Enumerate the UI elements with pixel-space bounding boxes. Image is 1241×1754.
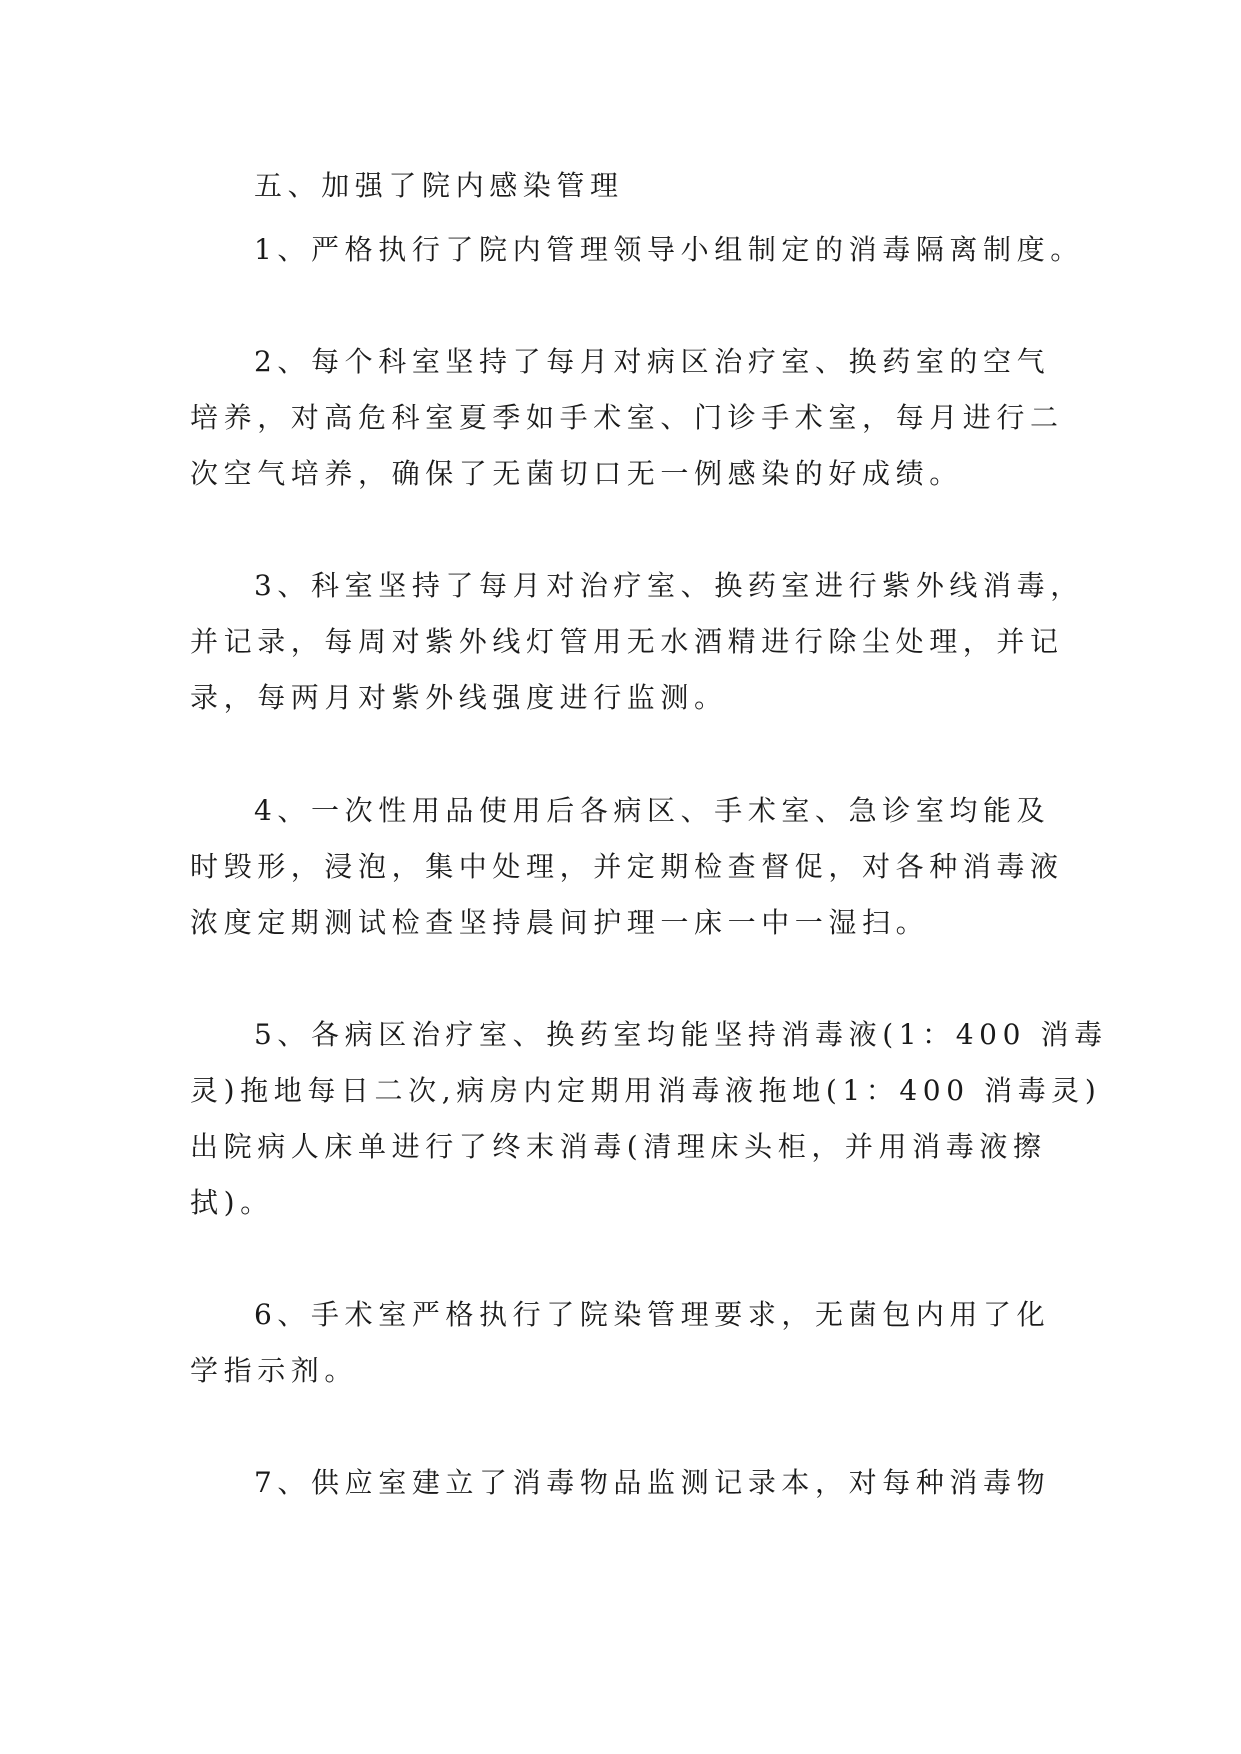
paragraph-2-line-1: 2、每个科室坚持了每月对病区治疗室、换药室的空气 bbox=[254, 345, 1051, 378]
paragraph-3-line-1: 3、科室坚持了每月对治疗室、换药室进行紫外线消毒， bbox=[254, 569, 1084, 602]
paragraph-5-line-1: 5、各病区治疗室、换药室均能坚持消毒液(1：400 消毒 bbox=[254, 1018, 1108, 1051]
paragraph-1-line-1: 1、严格执行了院内管理领导小组制定的消毒隔离制度。 bbox=[254, 233, 1084, 266]
paragraph-4-line-2: 时毁形，浸泡，集中处理，并定期检查督促，对各种消毒液 bbox=[190, 850, 1064, 883]
section-heading: 五、加强了院内感染管理 bbox=[254, 169, 624, 202]
paragraph-5-line-2: 灵)拖地每日二次,病房内定期用消毒液拖地(1：400 消毒灵) bbox=[190, 1074, 1102, 1107]
paragraph-6-line-2: 学指示剂。 bbox=[190, 1354, 359, 1387]
paragraph-3-line-3: 录，每两月对紫外线强度进行监测。 bbox=[190, 681, 728, 714]
paragraph-2-line-3: 次空气培养，确保了无菌切口无一例感染的好成绩。 bbox=[190, 457, 963, 490]
paragraph-5-line-3: 出院病人床单进行了终末消毒(清理床头柜，并用消毒液擦 bbox=[190, 1130, 1047, 1163]
paragraph-3-line-2: 并记录，每周对紫外线灯管用无水酒精进行除尘处理，并记 bbox=[190, 625, 1064, 658]
paragraph-6-line-1: 6、手术室严格执行了院染管理要求，无菌包内用了化 bbox=[254, 1298, 1051, 1331]
paragraph-7-line-1: 7、供应室建立了消毒物品监测记录本，对每种消毒物 bbox=[254, 1466, 1051, 1499]
paragraph-4-line-3: 浓度定期测试检查坚持晨间护理一床一中一湿扫。 bbox=[190, 906, 930, 939]
paragraph-4-line-1: 4、一次性用品使用后各病区、手术室、急诊室均能及 bbox=[254, 794, 1051, 827]
paragraph-5-line-4: 拭)。 bbox=[190, 1186, 274, 1219]
paragraph-2-line-2: 培养，对高危科室夏季如手术室、门诊手术室，每月进行二 bbox=[190, 401, 1064, 434]
